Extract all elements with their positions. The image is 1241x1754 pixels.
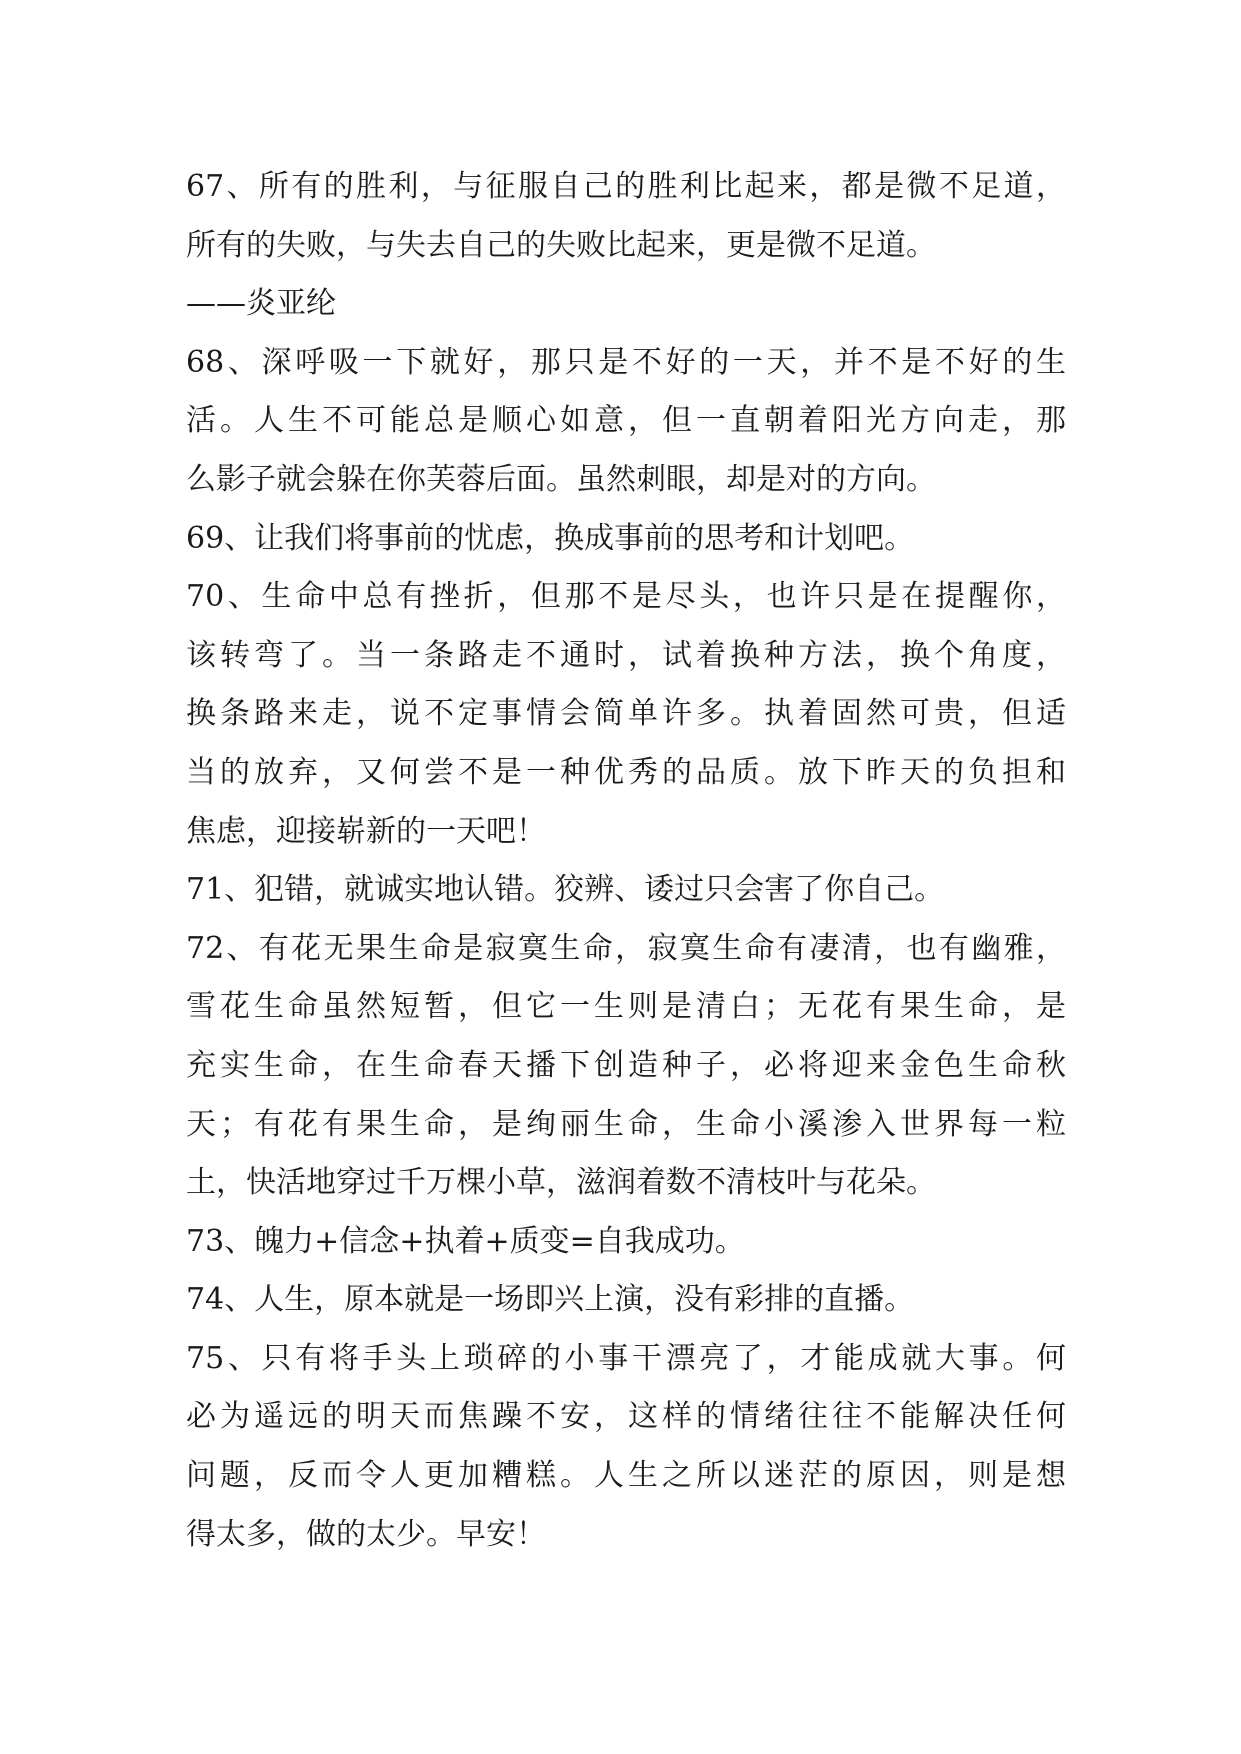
text-line: 天；有花有果生命，是绚丽生命，生命小溪渗入世界每一粒 <box>186 1106 1066 1142</box>
text-line: 么影子就会躲在你芙蓉后面。虽然刺眼，却是对的方向。 <box>186 461 936 497</box>
document-body <box>186 158 1066 1564</box>
text-line: 73、魄力+信念+执着+质变=自我成功。 <box>186 1223 745 1259</box>
text-line: 充实生命，在生命春天播下创造种子，必将迎来金色生命秋 <box>186 1047 1066 1083</box>
entry-75 <box>186 1330 1066 1564</box>
entry-74 <box>186 1271 1066 1330</box>
text-line: 当的放弃，又何尝不是一种优秀的品质。放下昨天的负担和 <box>186 754 1066 790</box>
text-line: 焦虑，迎接崭新的一天吧！ <box>186 813 546 849</box>
text-line: 72、有花无果生命是寂寞生命，寂寞生命有凄清，也有幽雅， <box>186 930 1066 966</box>
entry-71 <box>186 861 1066 920</box>
text-line: 活。人生不可能总是顺心如意，但一直朝着阳光方向走，那 <box>186 403 1066 439</box>
text-line: 得太多，做的太少。早安！ <box>186 1516 546 1552</box>
entry-69 <box>186 510 1066 569</box>
entry-67 <box>186 158 1066 334</box>
text-line: 雪花生命虽然短暂，但它一生则是清白；无花有果生命，是 <box>186 989 1066 1025</box>
entry-73 <box>186 1213 1066 1272</box>
text-line: 土，快活地穿过千万棵小草，滋润着数不清枝叶与花朵。 <box>186 1165 936 1201</box>
text-line: 问题，反而令人更加糟糕。人生之所以迷茫的原因，则是想 <box>186 1458 1066 1494</box>
entry-70 <box>186 568 1066 861</box>
text-line: 该转弯了。当一条路走不通时，试着换种方法，换个角度， <box>186 637 1066 673</box>
text-line: 74、人生，原本就是一场即兴上演，没有彩排的直播。 <box>186 1282 915 1318</box>
text-line: 所有的失败，与失去自己的失败比起来，更是微不足道。 <box>186 227 936 263</box>
text-line: 69、让我们将事前的忧虑，换成事前的思考和计划吧。 <box>186 520 915 556</box>
text-line: 换条路来走，说不定事情会简单许多。执着固然可贵，但适 <box>186 696 1066 732</box>
text-line: 70、生命中总有挫折，但那不是尽头，也许只是在提醒你， <box>186 579 1066 615</box>
text-line: 必为遥远的明天而焦躁不安，这样的情绪往往不能解决任何 <box>186 1399 1066 1435</box>
entry-68 <box>186 334 1066 510</box>
text-line: 71、犯错，就诚实地认错。狡辨、诿过只会害了你自己。 <box>186 872 945 908</box>
text-line: 68、深呼吸一下就好，那只是不好的一天，并不是不好的生 <box>186 344 1066 380</box>
text-line: 75、只有将手头上琐碎的小事干漂亮了，才能成就大事。何 <box>186 1340 1066 1376</box>
entry-72 <box>186 920 1066 1213</box>
text-line: 67、所有的胜利，与征服自己的胜利比起来，都是微不足道， <box>186 169 1066 204</box>
attribution-line: ——炎亚纶 <box>186 286 336 322</box>
